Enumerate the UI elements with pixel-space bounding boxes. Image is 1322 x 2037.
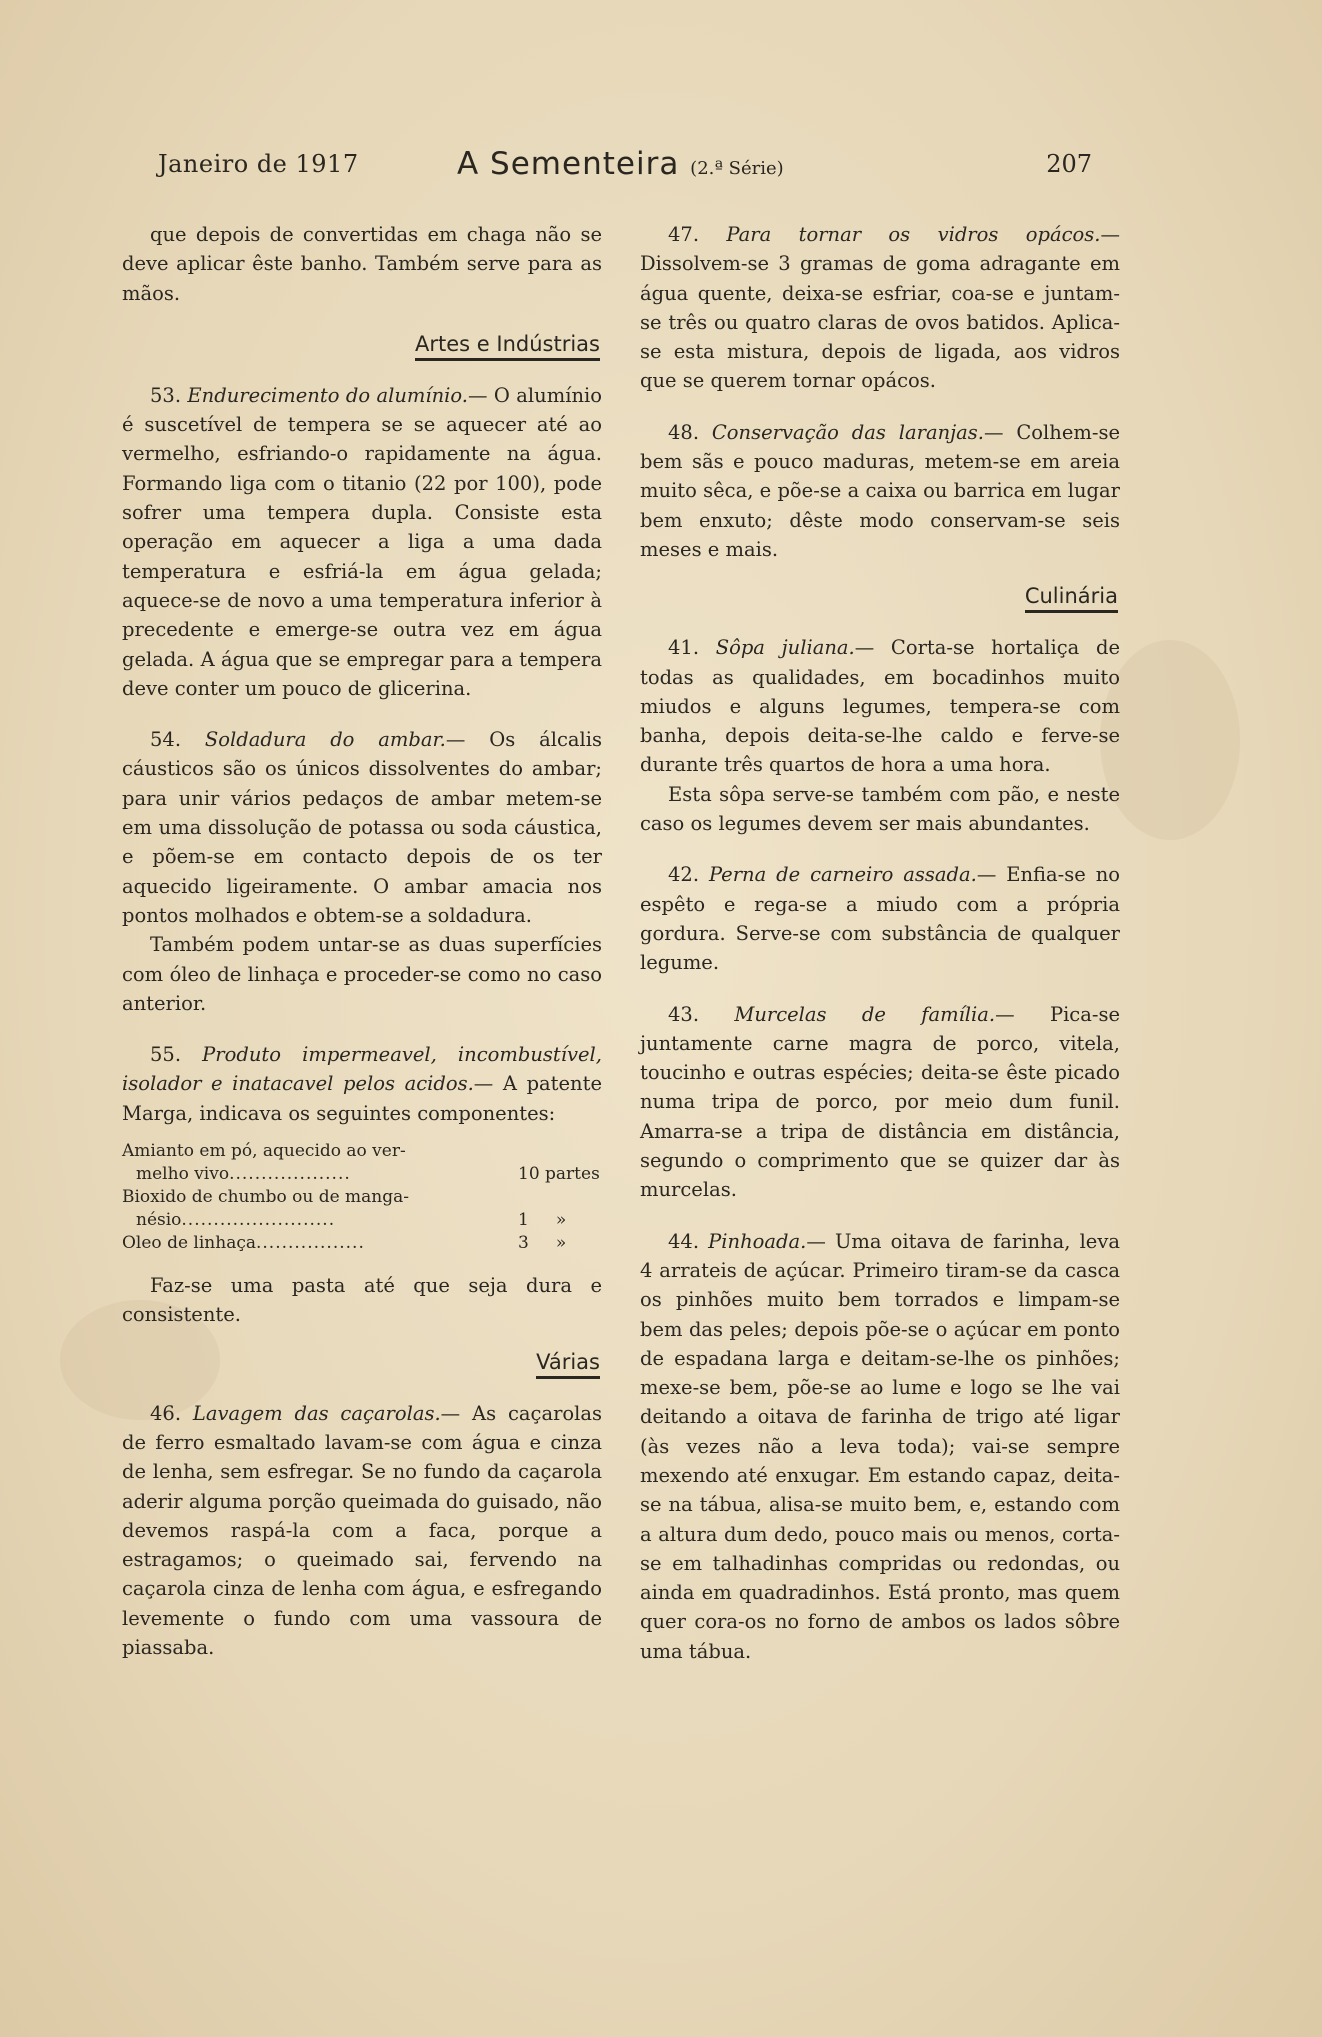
- article-54: [122, 725, 602, 930]
- article-number: 41.: [668, 636, 700, 660]
- article-53: [122, 381, 602, 703]
- article-41: [640, 633, 1120, 779]
- page-number: 207: [1046, 150, 1092, 178]
- header-title: [457, 146, 784, 182]
- intro-paragraph: que depois de convertidas em chaga não se deve aplicar êste banho. Também serve para as mãos.: [122, 223, 602, 305]
- article-number: 44.: [668, 1229, 700, 1253]
- article-43: [640, 1000, 1120, 1205]
- article-body: — Pica-se juntamente carne magra de porco, vitela, toucinho e outras espécies; deita-se êste picado numa tripa de porco, por meio dum funil. Amarra-se a tripa de distância em distância, segundo o comprimento que se quizer dar às murcelas.: [640, 1002, 1120, 1202]
- article-44: [640, 1227, 1120, 1666]
- article-title: Lavagem das caçarolas.: [192, 1401, 441, 1425]
- article-number: 47.: [668, 223, 700, 246]
- article-body: — Enfia-se no espêto e rega-se a miudo com a própria gordura. Serve-se com substância de qualquer legume.: [640, 863, 1121, 975]
- article-title: Conservação das laranjas.: [711, 420, 985, 444]
- ingredient-row: nésio........................ 1 »: [136, 1210, 567, 1231]
- article-number: 43.: [668, 1002, 700, 1026]
- article-title: Produto impermeavel, incombustível, isolador e inatacavel pelos acidos.: [122, 1043, 602, 1096]
- article-body: — As caçarolas de ferro esmaltado lavam-se com água e cinza de lenha, sem esfregar. Se no fundo da caçarola aderir alguma porção queimada do guisado, não devemos raspá-la com a faca, porque a estragamos; o queimado sai, fervendo na caçarola cinza de lenha com água, e esfregando levemente o fundo com uma vassoura de piassaba.: [122, 1401, 603, 1659]
- ingredient-row: Amianto em pó, aquecido ao ver-: [122, 1141, 406, 1162]
- article-title: Pinhoada.: [708, 1229, 807, 1253]
- article-number: 48.: [668, 420, 700, 444]
- right-column: [640, 220, 1120, 1666]
- section-heading-varias: Várias: [122, 1348, 602, 1379]
- article-title: Soldadura do ambar.: [204, 728, 446, 752]
- article-title: Sôpa juliana.: [715, 636, 855, 660]
- header-title-text: A Sementeira: [457, 146, 680, 182]
- article-body: — A patente Marga, indicava os seguintes componentes:: [122, 1072, 602, 1125]
- article-number: 53.: [150, 383, 182, 407]
- article-title: Endurecimento do alumínio.: [187, 383, 469, 407]
- article-body: — Corta-se hortaliça de todas as qualidades, em bocadinhos muito miudos e alguns legumes, tempera-se com banha, depois deita-se-lhe caldo e ferve-se durante três quartos de hora a uma hora.: [640, 636, 1121, 777]
- article-46: [122, 1399, 602, 1663]
- header-date: Janeiro de 1917: [158, 150, 359, 178]
- article-55: [122, 1040, 602, 1128]
- article-number: 46.: [150, 1401, 182, 1425]
- article-number: 54.: [150, 728, 182, 752]
- section-heading-culinaria: Culinária: [640, 582, 1120, 613]
- running-head: [152, 146, 1092, 190]
- article-title: Para tornar os vidros opácos.: [726, 223, 1101, 246]
- article-body: — Colhem-se bem sãs e pouco maduras, metem-se em areia muito sêca, e põe-se a caixa ou barrica em lugar bem enxuto; dêste modo conservam-se seis meses e mais.: [640, 420, 1121, 561]
- article-54-extra: Também podem untar-se as duas superfícies com óleo de linhaça e proceder-se como no caso anterior.: [122, 933, 602, 1015]
- header-series: (2.ª Série): [690, 158, 784, 179]
- article-41-extra: Esta sôpa serve-se também com pão, e neste caso os legumes devem ser mais abundantes.: [640, 782, 1120, 836]
- article-number: 42.: [668, 863, 700, 887]
- article-title: Perna de carneiro assada.: [708, 863, 977, 887]
- article-47: [640, 220, 1120, 396]
- article-55-close: Faz-se uma pasta até que seja dura e consistente.: [122, 1274, 602, 1327]
- section-heading-artes: Artes e Indústrias: [122, 330, 602, 361]
- article-body: — Uma oitava de farinha, leva 4 arrateis de açúcar. Primeiro tiram-se da casca os pinhões muito bem torrados e limpam-se bem das peles; depois põe-se o açúcar em ponto de espadana larga e deitam-se-lhe os pinhões; mexe-se bem, põe-se ao lume e logo se lhe vai deitando a oitava de farinha de trigo até ligar (às vezes não a leva toda); vai-se sempre mexendo até enxugar. Em estando capaz, deita-se na tábua, alisa-se muito bem, e, estando com a altura dum dedo, pouco mais ou menos, corta-se em talhadinhas compridas ou redondas, ou ainda em quadradinhos. Está pronto, mas quem quer cora-os no forno de ambos os lados sôbre uma tábua.: [640, 1229, 1120, 1663]
- article-body: — Dissolvem-se 3 gramas de goma adragante em água quente, deixa-se esfriar, coa-se e juntam-se três ou quatro claras de ovos batidos. Aplica-se esta mistura, depois de ligada, aos vidros que se querem tornar opácos.: [640, 223, 1120, 393]
- article-48: [640, 418, 1120, 564]
- article-title: Murcelas de família.: [734, 1002, 996, 1026]
- left-column: [122, 220, 602, 1662]
- ingredient-row: Oleo de linhaça................. 3 »: [122, 1233, 567, 1254]
- article-42: [640, 860, 1120, 977]
- article-number: 55.: [150, 1043, 182, 1067]
- article-body: — O alumínio é suscetível de tempera se se aquecer até ao vermelho, esfriando-o rapidamente na água. Formando liga com o titanio (22 por 100), pode sofrer uma tempera dupla. Consiste esta operação em aquecer a liga a uma dada temperatura e esfriá-la em água gelada; aquece-se de novo a uma temperatura inferior à precedente e emerge-se outra vez em água gelada. A água que se empregar para a tempera deve conter um pouco de glicerina.: [122, 383, 602, 700]
- paper-stain: [1100, 640, 1240, 840]
- ingredients-table: [122, 1140, 602, 1255]
- article-body: — Os álcalis cáusticos são os únicos dissolventes do ambar; para unir vários pedaços de ambar metem-se em uma dissolução de potassa ou soda cáustica, e põem-se em contacto depois de os ter aquecido ligeiramente. O ambar amacia nos pontos molhados e obtem-se a soldadura.: [122, 728, 603, 927]
- ingredient-row: melho vivo................... 10 partes: [136, 1164, 600, 1185]
- ingredient-row: Bioxido de chumbo ou de manga-: [122, 1187, 410, 1208]
